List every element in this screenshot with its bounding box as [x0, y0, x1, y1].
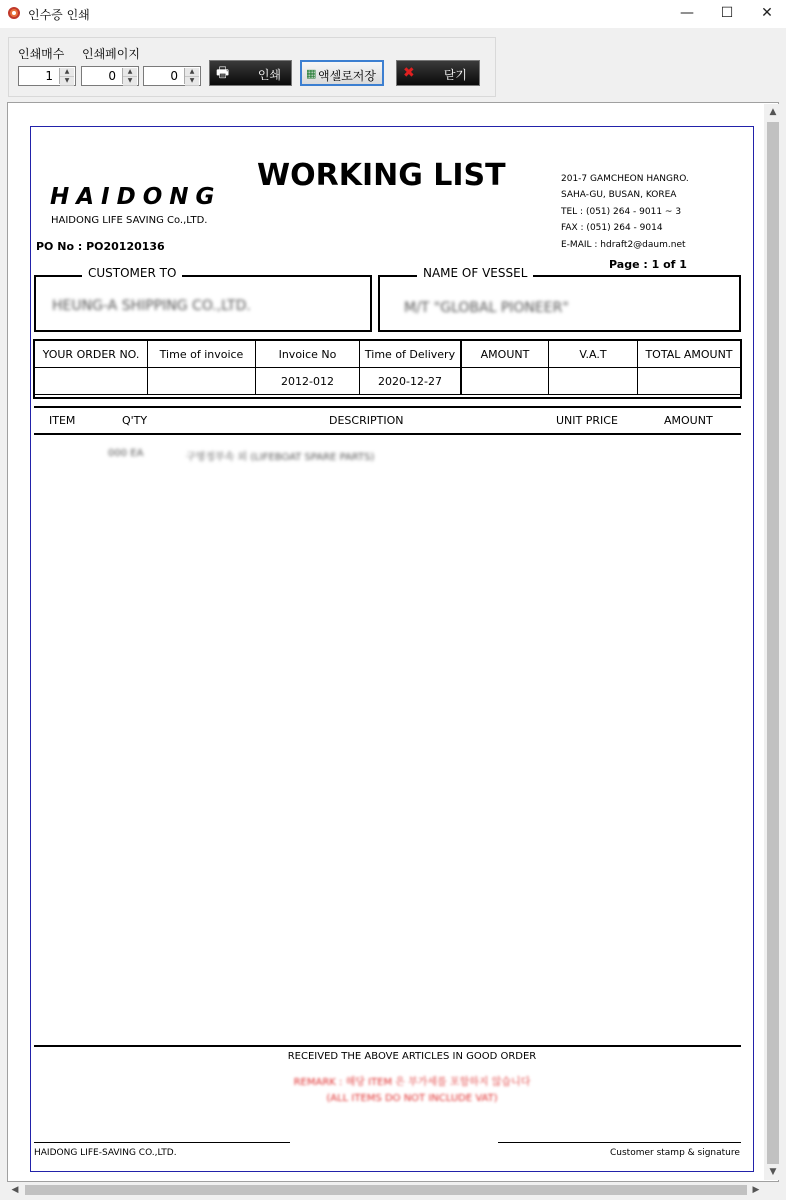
divider [34, 433, 741, 435]
vertical-scroll-thumb[interactable] [767, 122, 779, 1164]
divider [34, 406, 741, 408]
item-description: 구명정부속 외 (LIFEBOAT SPARE PARTS) [186, 452, 375, 463]
excel-icon: ▦ [306, 67, 317, 80]
summary-header: Time of Delivery [360, 341, 462, 368]
copies-stepper[interactable] [18, 66, 76, 86]
company-logo: HAIDONG [50, 184, 222, 210]
down-arrow-icon[interactable]: ▼ [123, 77, 137, 86]
address-line: FAX : (051) 264 - 9014 [561, 223, 663, 233]
pages-label: 인쇄페이지 [82, 47, 140, 61]
address-line: SAHA-GU, BUSAN, KOREA [561, 190, 677, 200]
company-subtitle: HAIDONG LIFE SAVING Co.,LTD. [51, 215, 208, 226]
save-excel-button[interactable] [300, 60, 384, 86]
vertical-scrollbar[interactable] [764, 104, 782, 1180]
address-line: E-MAIL : hdraft2@daum.net [561, 240, 686, 250]
window-title: 인수증 인쇄 [28, 8, 90, 22]
summary-border [33, 339, 742, 399]
address-line: TEL : (051) 264 - 9011 ~ 3 [561, 207, 682, 217]
save-excel-label: 액셀로저장 [318, 69, 376, 83]
col-amount-header: AMOUNT [664, 414, 713, 427]
printer-icon: 🖶 [216, 65, 230, 81]
print-button-label: 인쇄 [257, 68, 281, 82]
page-from-stepper[interactable] [81, 66, 139, 86]
summary-header: Time of invoice [148, 341, 256, 368]
horizontal-scrollbar[interactable] [7, 1182, 764, 1198]
col-unit-price-header: UNIT PRICE [556, 414, 618, 427]
scroll-up-icon[interactable]: ▲ [769, 107, 777, 117]
scroll-down-icon[interactable]: ▼ [769, 1167, 777, 1177]
close-window-button[interactable]: ✕ [761, 5, 773, 21]
summary-header: AMOUNT [461, 341, 549, 368]
page-indicator: Page : 1 of 1 [609, 258, 687, 271]
close-button-label: 닫기 [443, 68, 467, 82]
summary-cell: 2020-12-27 [360, 368, 462, 395]
col-item-header: ITEM [49, 414, 76, 427]
scroll-right-icon[interactable]: ▶ [752, 1185, 760, 1195]
col-description-header: DESCRIPTION [329, 414, 404, 427]
down-arrow-icon[interactable]: ▼ [60, 77, 74, 86]
footer-company: HAIDONG LIFE-SAVING CO.,LTD. [34, 1148, 177, 1158]
print-button[interactable] [209, 60, 292, 86]
address-line: 201-7 GAMCHEON HANGRO. [561, 174, 689, 184]
footer-stamp: Customer stamp & signature [610, 1148, 740, 1158]
close-button[interactable] [396, 60, 480, 86]
summary-header: Invoice No [256, 341, 360, 368]
maximize-button[interactable]: ☐ [720, 5, 734, 21]
app-icon [8, 7, 20, 19]
up-arrow-icon[interactable]: ▲ [185, 68, 199, 77]
divider [34, 1045, 741, 1047]
page-from-value: 0 [108, 69, 116, 83]
po-number: PO No : PO20120136 [36, 240, 165, 253]
summary-header: YOUR ORDER NO. [35, 341, 148, 368]
down-arrow-icon[interactable]: ▼ [185, 77, 199, 86]
title-bar [0, 0, 786, 28]
summary-header: V.A.T [549, 341, 638, 368]
col-qty-header: Q'TY [122, 414, 148, 427]
signature-line-left [34, 1142, 290, 1143]
minimize-button[interactable]: — [680, 5, 694, 21]
vessel-value: M/T "GLOBAL PIONEER" [404, 300, 569, 316]
summary-header: TOTAL AMOUNT [638, 341, 741, 368]
up-arrow-icon[interactable]: ▲ [123, 68, 137, 77]
horizontal-scroll-thumb[interactable] [25, 1185, 747, 1195]
customer-label: CUSTOMER TO [82, 266, 182, 280]
page-to-value: 0 [170, 69, 178, 83]
up-arrow-icon[interactable]: ▲ [60, 68, 74, 77]
copies-value: 1 [45, 69, 53, 83]
summary-cell: 2012-012 [256, 368, 360, 395]
copies-label: 인쇄매수 [18, 47, 65, 61]
signature-line-right [498, 1142, 741, 1143]
remark-line-english: (ALL ITEMS DO NOT INCLUDE VAT) [326, 1093, 498, 1104]
remark-line: REMARK : 해당 ITEM 은 부가세를 포함하지 않습니다 [293, 1077, 531, 1088]
scroll-left-icon[interactable]: ◀ [11, 1185, 19, 1195]
page-to-stepper[interactable] [143, 66, 201, 86]
close-icon: ✖ [403, 65, 415, 81]
customer-value: HEUNG-A SHIPPING CO.,LTD. [52, 298, 251, 314]
vessel-label: NAME OF VESSEL [417, 266, 533, 280]
document-title: WORKING LIST [257, 158, 506, 193]
received-text: RECEIVED THE ABOVE ARTICLES IN GOOD ORDER [287, 1051, 537, 1062]
item-qty: 000 EA [108, 448, 144, 459]
